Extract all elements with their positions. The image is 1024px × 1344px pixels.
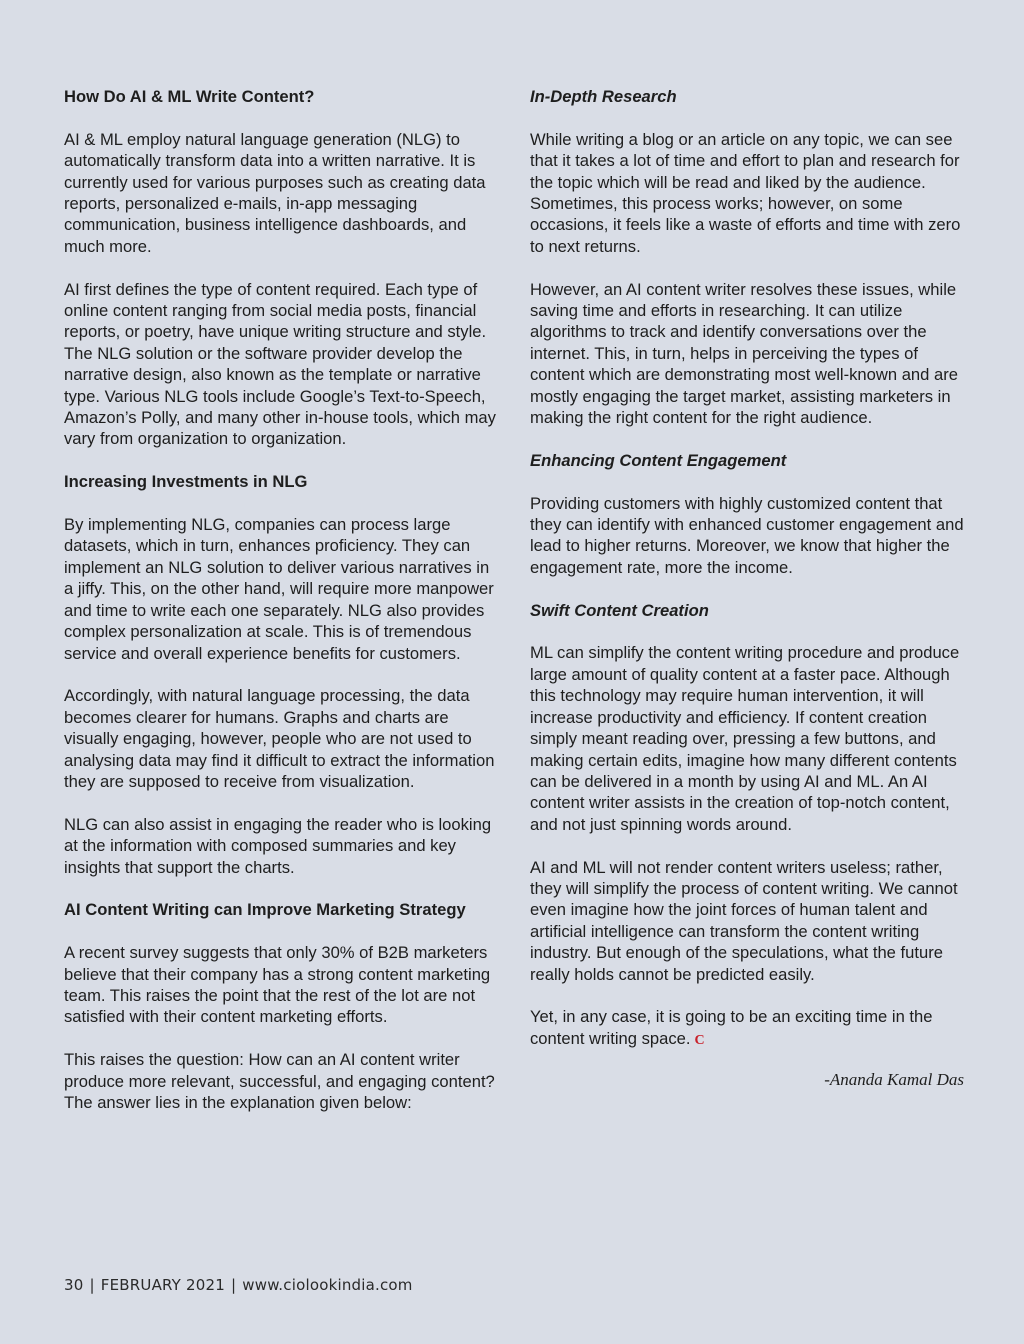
paragraph: This raises the question: How can an AI content writer produce more relevant, successful, and engaging content? The answer lies in the explanation given below: <box>64 1050 495 1112</box>
paragraph: A recent survey suggests that only 30% of B2B marketers believe that their company has a strong content marketing team. This raises the point that the rest of the lot are not satisfied with their content marketing efforts. <box>64 943 491 1027</box>
footer-separator: | <box>231 1276 237 1294</box>
page-number: 30 <box>64 1276 84 1294</box>
section-heading: How Do AI & ML Write Content? <box>64 87 315 106</box>
subsection-heading: Enhancing Content Engagement <box>530 450 787 470</box>
section-heading: Increasing Investments in NLG <box>64 472 308 492</box>
subsection-heading: Swift Content Creation <box>530 600 709 620</box>
website-url: www.ciolookindia.com <box>242 1276 413 1294</box>
author-signature: -Ananda Kamal Das <box>824 1069 964 1089</box>
paragraph: AI and ML will not render content writers useless; rather, they will simplify the process of content writing. We cannot even imagine how the joint forces of human talent and artificial intelligence can transform the content writing industry. But enough of the speculations, what the future really holds cannot be predicted easily. <box>530 857 958 984</box>
footer-separator: | <box>89 1276 95 1294</box>
paragraph: NLG can also assist in engaging the reader who is looking at the information with composed summaries and key insights that support the charts. <box>64 814 492 877</box>
section-heading: AI Content Writing can Improve Marketing Strategy <box>64 900 466 920</box>
left-column <box>64 86 496 1135</box>
paragraph: Providing customers with highly customized content that they can identify with enhanced customer engagement and lead to higher returns. Moreover, we know that higher the engagement rate, more the income. <box>530 493 964 577</box>
issue-date: FEBRUARY 2021 <box>100 1276 225 1294</box>
paragraph: ML can simplify the content writing procedure and produce large amount of quality content at a faster pace. Although this technology may require human intervention, it will increase productivity and efficiency. If content creation simply meant reading over, pressing a few buttons, and making certain edits, imagine how many different contents can be delivered in a month by using AI and ML. An AI content writer assists in the creation of top-notch content, and not just spinning words around. <box>530 643 960 834</box>
closing-paragraph <box>530 1006 964 1051</box>
subsection-heading: In-Depth Research <box>530 87 677 106</box>
paragraph: However, an AI content writer resolves these issues, while saving time and efforts in researching. It can utilize algorithms to track and identify conversations over the internet. This, in turn, helps in perceiving the types of content which are demonstrating most well-known and are mostly engaging the target market, assisting marketers in making the right content for the right audience. <box>530 279 958 428</box>
closing-text: Yet, in any case, it is going to be an exciting time in the content writing space. <box>530 1007 933 1048</box>
paragraph: AI first defines the type of content required. Each type of online content ranging from social media posts, financial reports, or poetry, have unique writing structure and style. The NLG solution or the software provider develop the narrative design, also known as the template or narrative type. Various NLG tools include Google’s Text-to-Speech, Amazon’s Polly, and many other in-house tools, which may vary from organization to organization. <box>64 279 496 449</box>
paragraph: AI & ML employ natural language generation (NLG) to automatically transform data into a written narrative. It is currently used for various purposes such as creating data reports, personalized e-mails, in-app messaging communication, business intelligence dashboards, and much more. <box>64 129 486 256</box>
end-mark-icon: C <box>694 1032 705 1048</box>
page-footer <box>64 1276 413 1294</box>
paragraph: By implementing NLG, companies can process large datasets, which in turn, enhances proficiency. They can implement an NLG solution to deliver various narratives in a jiffy. This, on the other hand, will require more manpower and time to write each one separately. NLG also provides complex personalization at scale. This is of tremendous service and overall experience benefits for customers. <box>64 515 494 663</box>
paragraph: While writing a blog or an article on any topic, we can see that it takes a lot of time and effort to plan and research for the topic which will be read and liked by the audience. Sometimes, this process works; however, on some occasions, it feels like a waste of efforts and time with zero to next returns. <box>530 129 961 256</box>
paragraph: Accordingly, with natural language processing, the data becomes clearer for humans. Graphs and charts are visually engaging, however, people who are not used to analysing data may find it difficult to extract the information they are supposed to receive from visualization. <box>64 686 495 791</box>
right-column <box>530 86 964 1090</box>
